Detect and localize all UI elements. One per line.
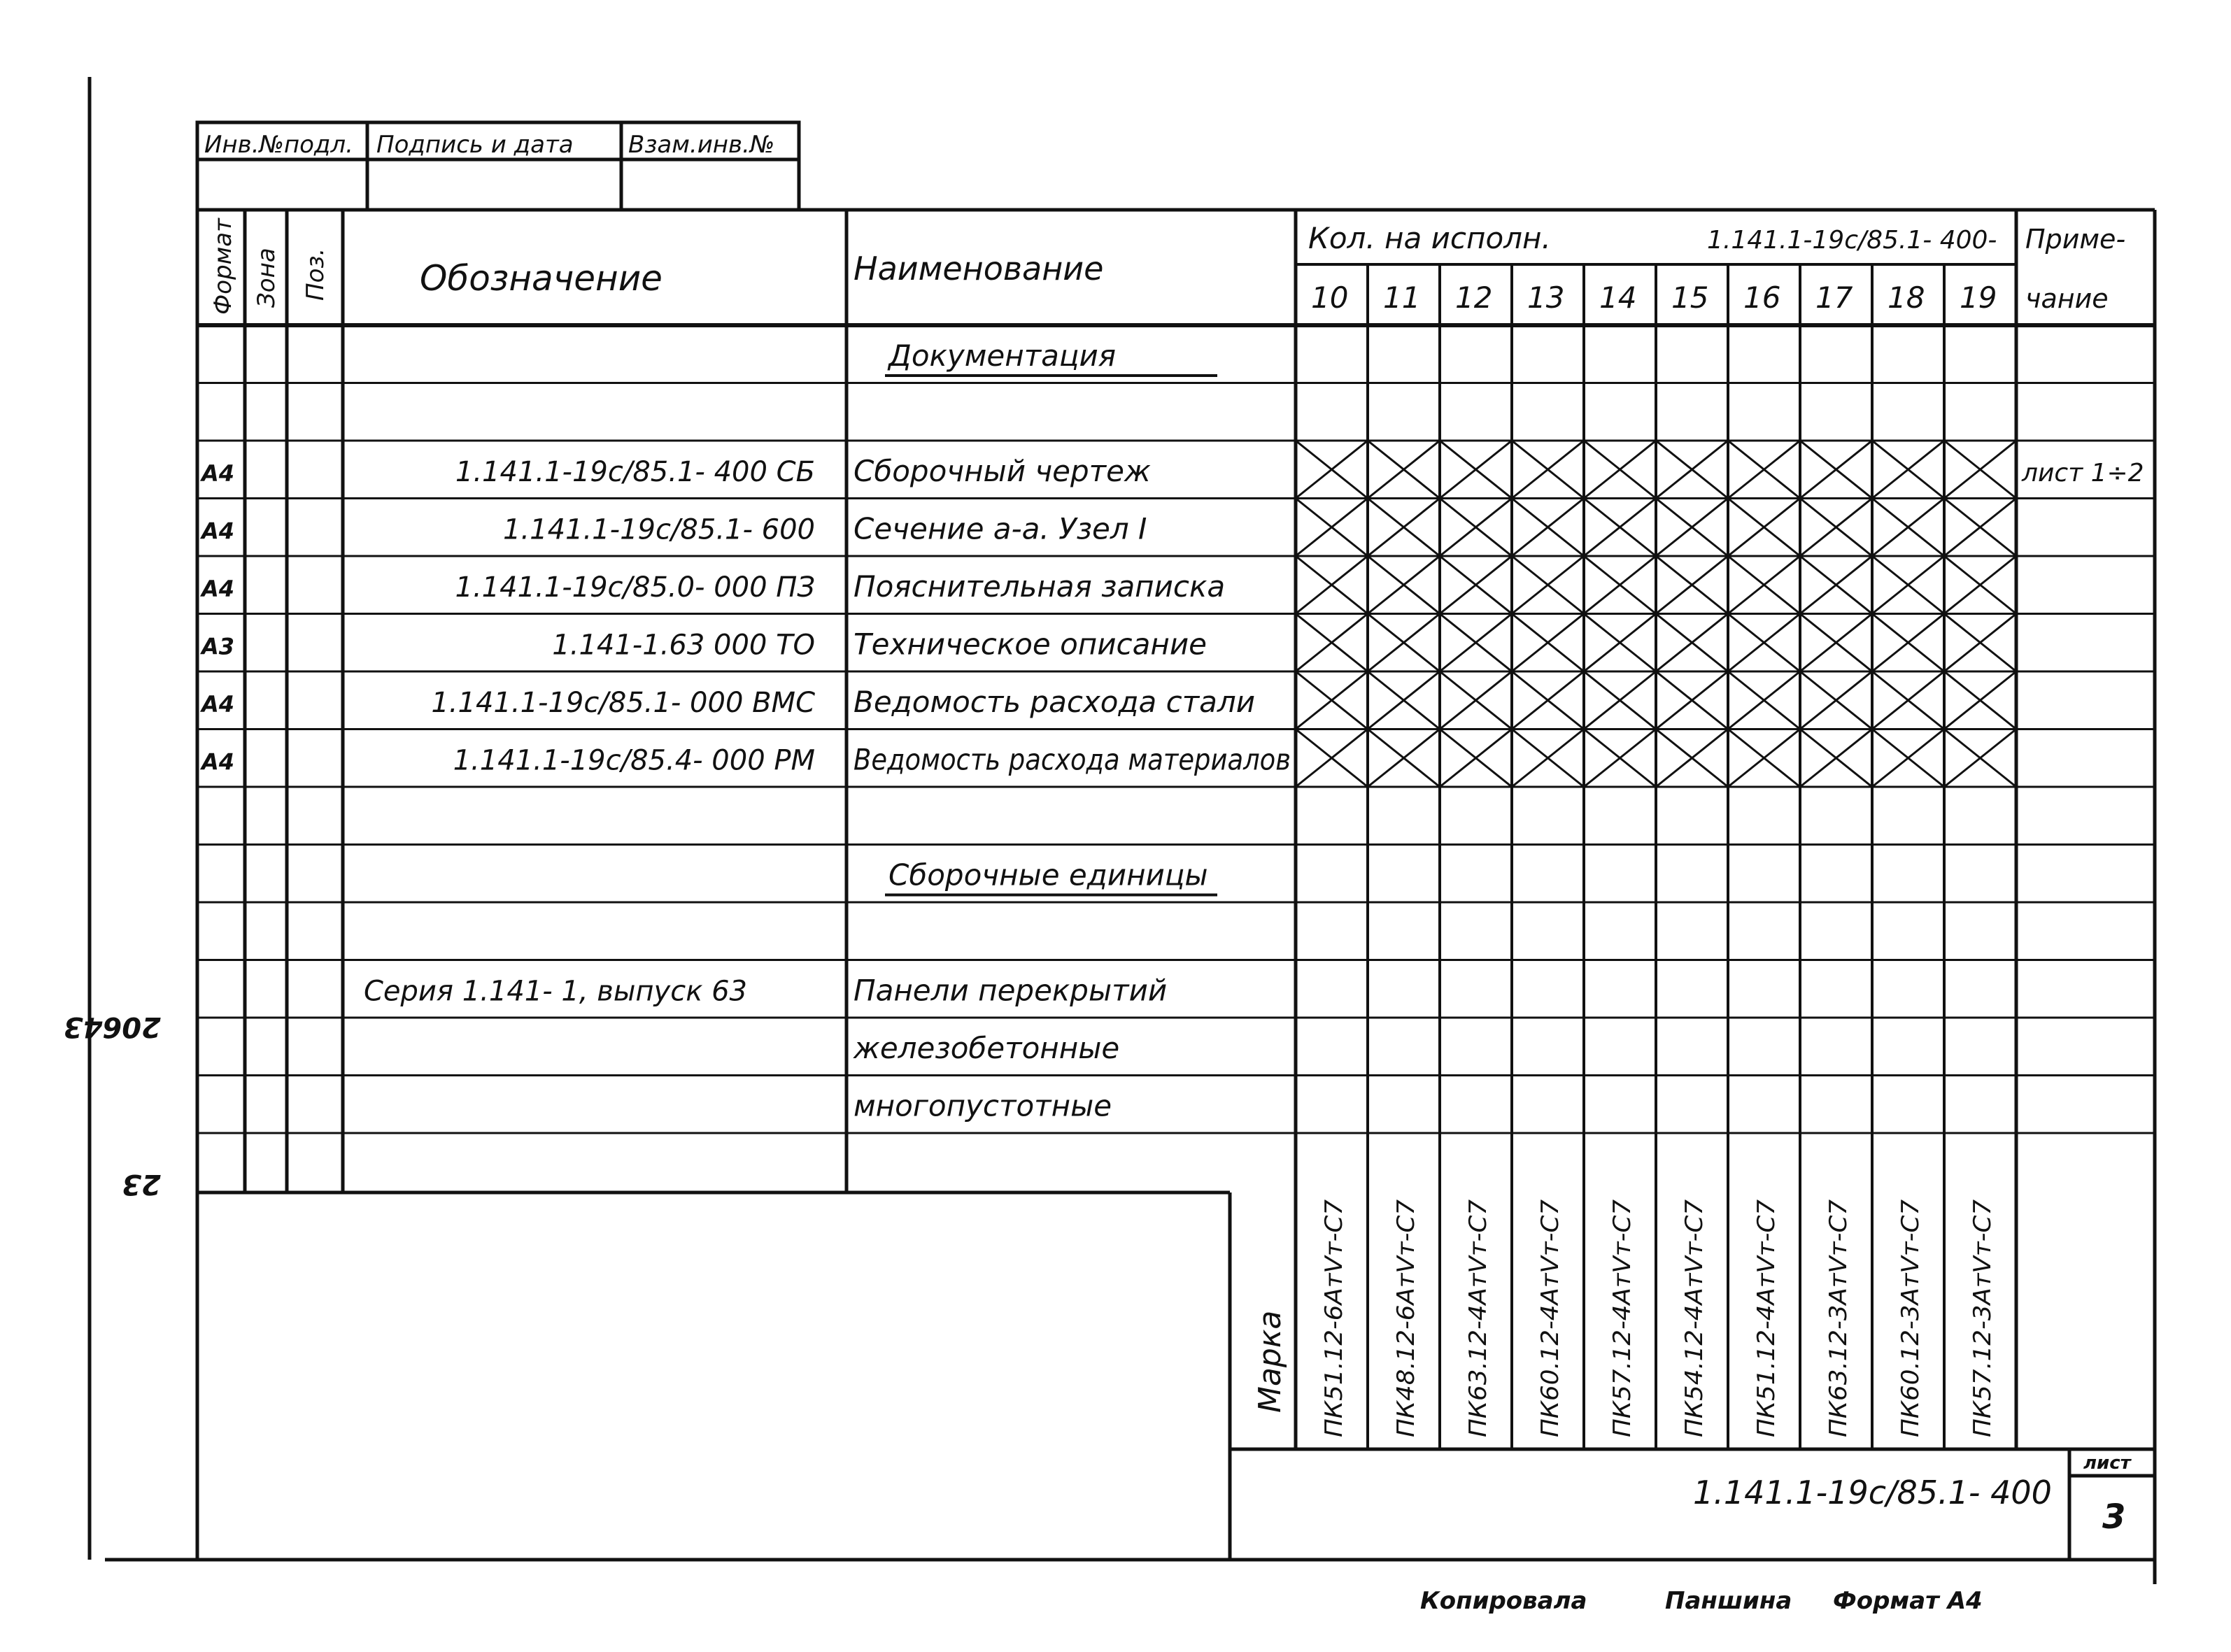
row-designation: 1.141.1-19с/85.0- 000 ПЗ bbox=[455, 571, 815, 604]
row-designation: 1.141.1-19с/85.1- 000 ВМС bbox=[431, 687, 815, 719]
qty-column-10: 10 bbox=[1311, 280, 1349, 315]
table-row bbox=[364, 974, 1167, 1008]
title-block-code: 1.141.1-19с/85.1- 400 bbox=[1693, 1474, 2052, 1511]
row-designation: 1.141-1.63 000 ТО bbox=[552, 629, 815, 662]
marka-value: ПК48.12-6АтVт-С7 bbox=[1392, 1210, 1420, 1437]
table-row bbox=[853, 1031, 1119, 1065]
qty-column-19: 19 bbox=[1960, 280, 1997, 315]
row-designation: 1.141.1-19с/85.1- 600 bbox=[502, 513, 815, 546]
header-name: Наименование bbox=[854, 250, 1104, 287]
qty-column-numbers bbox=[1311, 280, 1997, 315]
row-format: А4 bbox=[201, 460, 235, 487]
column-lines bbox=[245, 210, 2016, 1449]
header-qty-code: 1.141.1-19с/85.1- 400- bbox=[1707, 226, 1997, 255]
row-name: многопустотные bbox=[854, 1088, 1112, 1123]
qty-column-12: 12 bbox=[1455, 280, 1493, 315]
marka-value: ПК57.12-4АтVт-С7 bbox=[1608, 1210, 1636, 1437]
row-note: лист 1÷2 bbox=[2022, 459, 2144, 487]
margin-page: 23 bbox=[122, 1168, 161, 1200]
header-format: Формат bbox=[209, 218, 237, 315]
row-name: Ведомость расхода стали bbox=[854, 685, 1256, 719]
row-format: А4 bbox=[201, 748, 235, 776]
header-zone: Зона bbox=[253, 248, 281, 308]
row-name: Сборочный чертеж bbox=[854, 454, 1151, 488]
marka-value: ПК57.12-3АтVт-С7 bbox=[1969, 1210, 1997, 1437]
row-name: Ведомость расхода материалов bbox=[854, 742, 1291, 777]
row-name: Панели перекрытий bbox=[854, 973, 1168, 1008]
sheet-label: лист bbox=[2083, 1453, 2131, 1474]
stamp-inv-no-label: Инв.№подл. bbox=[204, 131, 353, 159]
marka-value: ПК51.12-6АтVт-С7 bbox=[1320, 1210, 1348, 1437]
section-heading: Документация bbox=[888, 339, 1117, 373]
qty-column-17: 17 bbox=[1815, 280, 1853, 315]
footer-format: Формат А4 bbox=[1833, 1587, 1983, 1615]
qty-column-16: 16 bbox=[1743, 280, 1781, 315]
marka-value: ПК51.12-4АтVт-С7 bbox=[1752, 1210, 1780, 1437]
row-name: Техническое описание bbox=[854, 627, 1207, 662]
row-format: А4 bbox=[201, 576, 235, 602]
marka-value: ПК54.12-4АтVт-С7 bbox=[1680, 1210, 1708, 1437]
qty-column-15: 15 bbox=[1671, 280, 1709, 315]
row-designation: Серия 1.141- 1, выпуск 63 bbox=[364, 975, 747, 1008]
row-designation: 1.141.1-19с/85.4- 000 РМ bbox=[453, 744, 815, 777]
marka-label: Марка bbox=[1252, 1310, 1288, 1413]
table-row bbox=[199, 569, 1225, 604]
marka-value: ПК60.12-3АтVт-С7 bbox=[1897, 1210, 1925, 1437]
footer-copied: Копировала bbox=[1420, 1587, 1587, 1615]
row-name: Пояснительная записка bbox=[854, 569, 1226, 604]
qty-column-lines bbox=[1368, 264, 1944, 1449]
table-row bbox=[199, 685, 1255, 719]
marka-values bbox=[1320, 1199, 1997, 1437]
row-name: Сечение а-а. Узел I bbox=[854, 511, 1147, 546]
margin-number: 20643 bbox=[63, 1011, 161, 1043]
header-qty-label: Кол. на исполн. bbox=[1308, 221, 1551, 255]
qty-column-14: 14 bbox=[1599, 280, 1637, 315]
qty-column-13: 13 bbox=[1527, 280, 1565, 315]
stamp-sign-date-label: Подпись и дата bbox=[376, 131, 574, 159]
header-note-2: чание bbox=[2025, 283, 2109, 314]
qty-column-11: 11 bbox=[1383, 280, 1421, 315]
row-format: А4 bbox=[201, 518, 235, 545]
qty-column-18: 18 bbox=[1888, 280, 1925, 315]
table-row bbox=[199, 743, 1291, 777]
row-format: А4 bbox=[201, 691, 235, 718]
section-heading: Сборочные единицы bbox=[888, 857, 1208, 892]
row-format: А3 bbox=[201, 633, 235, 660]
stamp-replace-inv-label: Взам.инв.№ bbox=[628, 131, 775, 159]
row-name: железобетонные bbox=[854, 1031, 1120, 1065]
header-note-1: Приме- bbox=[2025, 224, 2126, 255]
row-designation: 1.141.1-19с/85.1- 400 СБ bbox=[455, 456, 815, 488]
table-row bbox=[199, 627, 1207, 662]
marka-value: ПК63.12-3АтVт-С7 bbox=[1825, 1210, 1853, 1437]
header-pos: Поз. bbox=[302, 248, 330, 301]
footer-name: Паншина bbox=[1665, 1587, 1792, 1615]
marka-value: ПК60.12-4АтVт-С7 bbox=[1536, 1210, 1564, 1437]
sheet-number: 3 bbox=[2102, 1497, 2126, 1537]
marka-value: ПК63.12-4АтVт-С7 bbox=[1464, 1210, 1492, 1437]
header-designation: Обозначение bbox=[420, 258, 663, 299]
table-row bbox=[854, 1089, 1112, 1123]
table-row bbox=[885, 339, 1217, 376]
table-row bbox=[885, 858, 1217, 895]
